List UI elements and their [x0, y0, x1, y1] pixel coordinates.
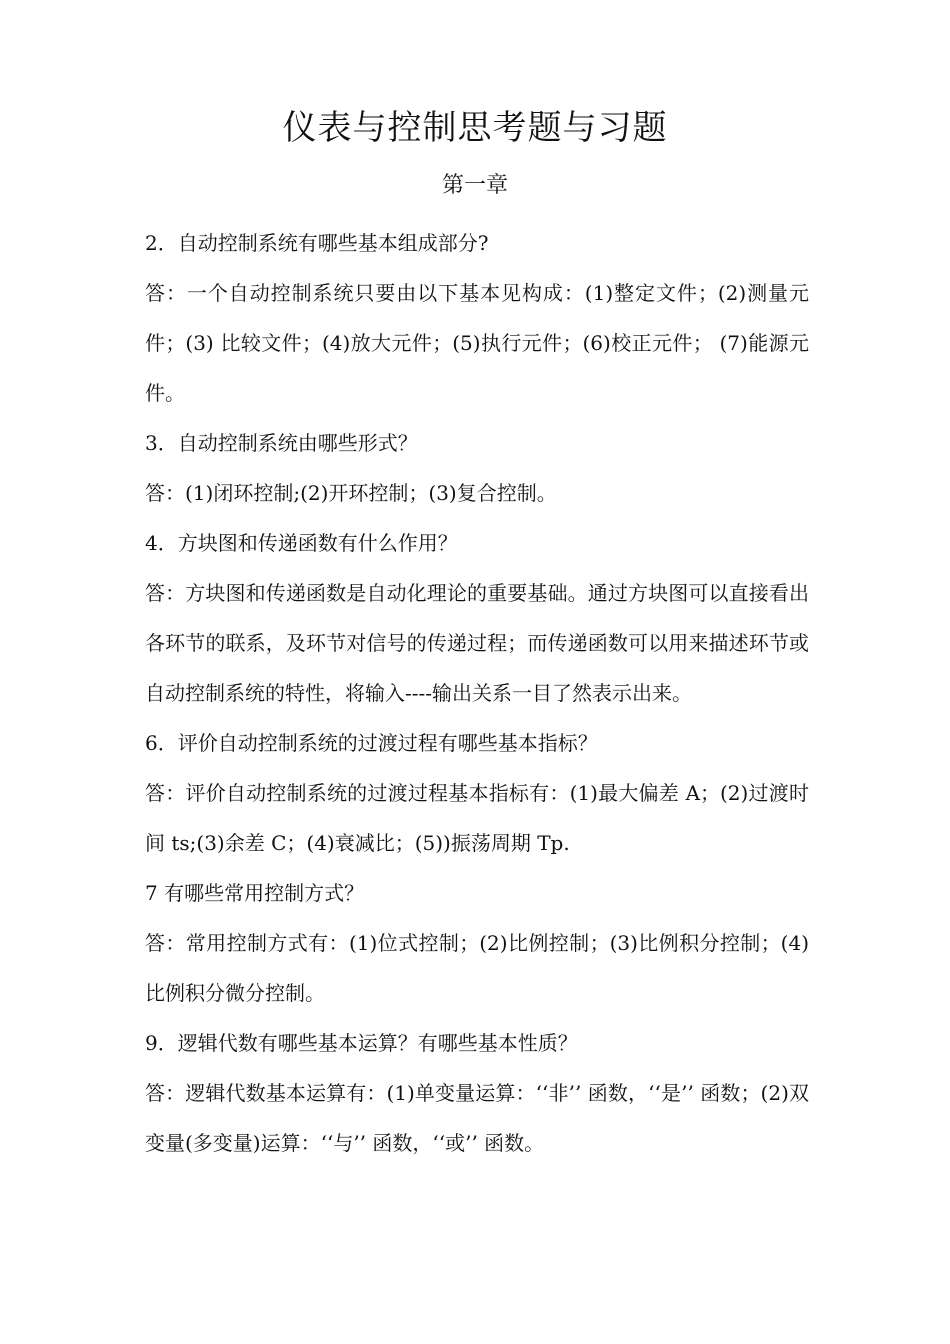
question-2: 2．自动控制系统有哪些基本组成部分?	[145, 231, 489, 255]
document-title: 仪表与控制思考题与习题	[282, 108, 668, 148]
question-6: 6．评价自动控制系统的过渡过程有哪些基本指标？	[145, 731, 598, 755]
answer-2: 答：一个自动控制系统只要由以下基本见构成：(1)整定文件；(2)测量元件；(3) 比较文件；(4)放大元件；(5)执行元件；(6)校正元件； (7)能源元件。	[145, 281, 809, 405]
question-3: 3．自动控制系统由哪些形式？	[145, 431, 418, 455]
question-7: 7 有哪些常用控制方式？	[145, 881, 365, 905]
question-9: 9．逻辑代数有哪些基本运算？有哪些基本性质？	[145, 1031, 578, 1055]
answer-3: 答：(1)闭环控制;(2)开环控制；(3)复合控制。	[145, 481, 557, 505]
answer-9: 答：逻辑代数基本运算有：(1)单变量运算：‘‘非’’ 函数，‘‘是’’ 函数；(2)双变量(多变量)运算：‘‘与’’ 函数，‘‘或’’ 函数。	[145, 1081, 809, 1155]
answer-6: 答：评价自动控制系统的过渡过程基本指标有：(1)最大偏差 A；(2)过渡时间 ts;(3)余差 C；(4)衰减比；(5))振荡周期 Tp.	[145, 781, 809, 855]
chapter-heading: 第一章	[441, 173, 508, 198]
answer-4: 答：方块图和传递函数是自动化理论的重要基础。通过方块图可以直接看出各环节的联系，及环节对信号的传递过程；而传递函数可以用来描述环节或自动控制系统的特性，将输入----输出关系一目了然表示出来。	[145, 581, 809, 705]
answer-7: 答：常用控制方式有：(1)位式控制；(2)比例控制；(3)比例积分控制；(4)比例积分微分控制。	[145, 931, 809, 1005]
document-body	[145, 218, 809, 1168]
question-4: 4．方块图和传递函数有什么作用？	[145, 531, 458, 555]
